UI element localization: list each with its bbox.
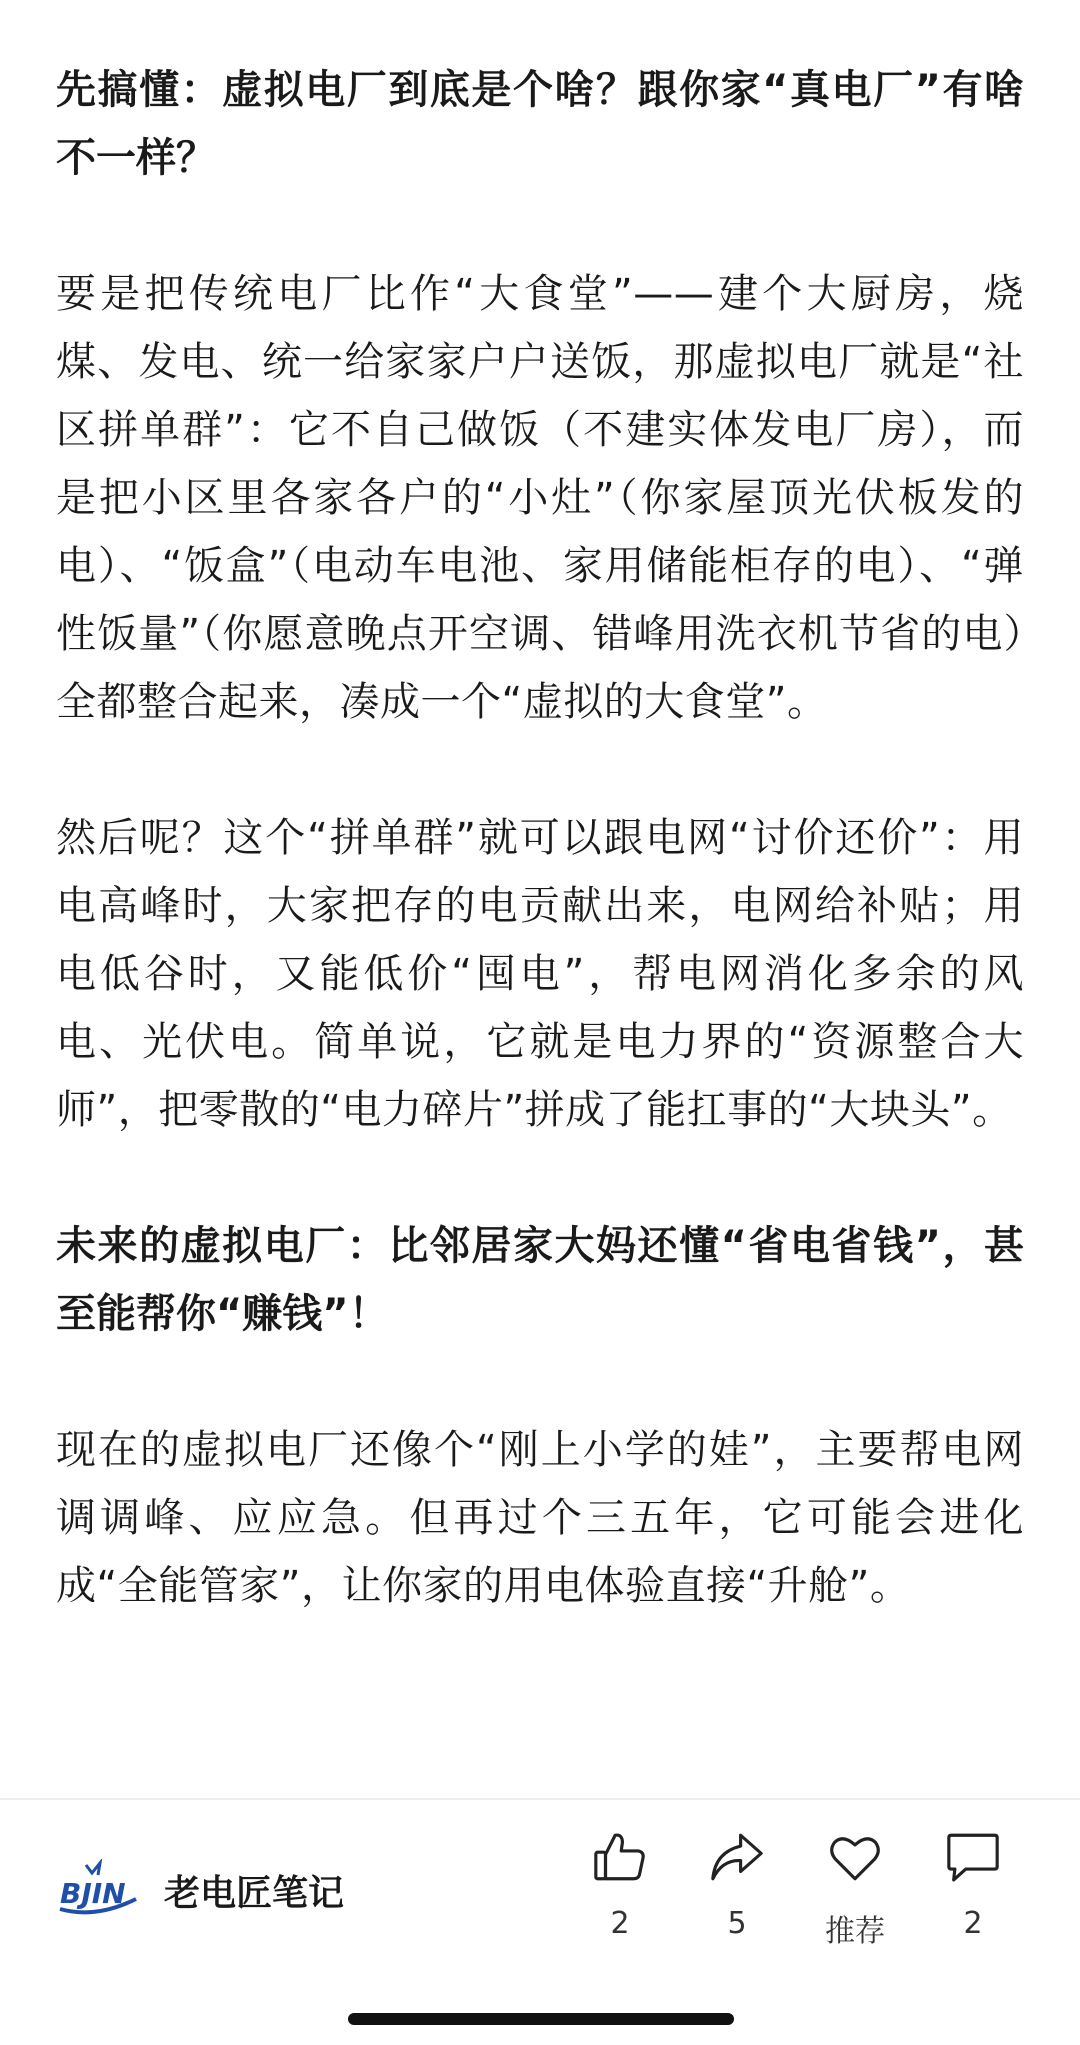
author-name: 老电匠笔记 bbox=[164, 1872, 345, 1914]
like-count: 2 bbox=[610, 1906, 630, 1941]
recommend-button[interactable] bbox=[800, 1828, 910, 1950]
author-profile[interactable] bbox=[56, 1855, 344, 1925]
heart-icon bbox=[826, 1828, 884, 1886]
paragraph-3: 现在的虚拟电厂还像个“刚上小学的娃”，主要帮电网调调峰、应应急。但再过个三五年，它可能会进化成“全能管家”，让你家的用电体验直接“升舱”。 bbox=[56, 1427, 1024, 1609]
recommend-label: 推荐 bbox=[825, 1914, 885, 1949]
paragraph-2: 然后呢？这个“拼单群”就可以跟电网“讨价还价”：用电高峰时，大家把存的电贡献出来，电网给补贴；用电低谷时，又能低价“囤电”，帮电网消化多余的风电、光伏电。简单说，它就是电力界的“资源整合大师”，把零散的“电力碎片”拼成了能扛事的“大块头”。 bbox=[56, 815, 1024, 1133]
share-arrow-icon bbox=[708, 1828, 766, 1886]
section-heading-2: 未来的虚拟电厂：比邻居家大妈还懂“省电省钱”，甚至能帮你“赚钱”！ bbox=[56, 1223, 1024, 1337]
bottom-action-bar bbox=[0, 1798, 1080, 2045]
comment-button[interactable] bbox=[918, 1828, 1028, 1941]
share-count: 5 bbox=[727, 1906, 747, 1941]
like-button[interactable] bbox=[565, 1828, 675, 1941]
share-button[interactable] bbox=[682, 1828, 792, 1941]
comment-bubble-icon bbox=[944, 1828, 1002, 1886]
section-heading-1: 先搞懂：虚拟电厂到底是个啥？跟你家“真电厂”有啥不一样？ bbox=[56, 67, 1024, 181]
paragraph-1: 要是把传统电厂比作“大食堂”——建个大厨房，烧煤、发电、统一给家家户户送饭，那虚拟电厂就是“社区拼单群”：它不自己做饭（不建实体发电厂房），而是把小区里各家各户的“小灶”（你家屋顶光伏板发的电）、“饭盒”（电动车电池、家用储能柜存的电）、“弹性饭量”（你愿意晚点开空调、错峰用洗衣机节省的电）全都整合起来，凑成一个“虚拟的大食堂”。 bbox=[56, 271, 1024, 725]
comment-count: 2 bbox=[963, 1906, 983, 1941]
author-logo-icon bbox=[56, 1859, 140, 1921]
home-indicator[interactable] bbox=[348, 2013, 734, 2025]
logo-text: BJIN bbox=[60, 1877, 126, 1910]
thumbs-up-icon bbox=[591, 1828, 649, 1886]
